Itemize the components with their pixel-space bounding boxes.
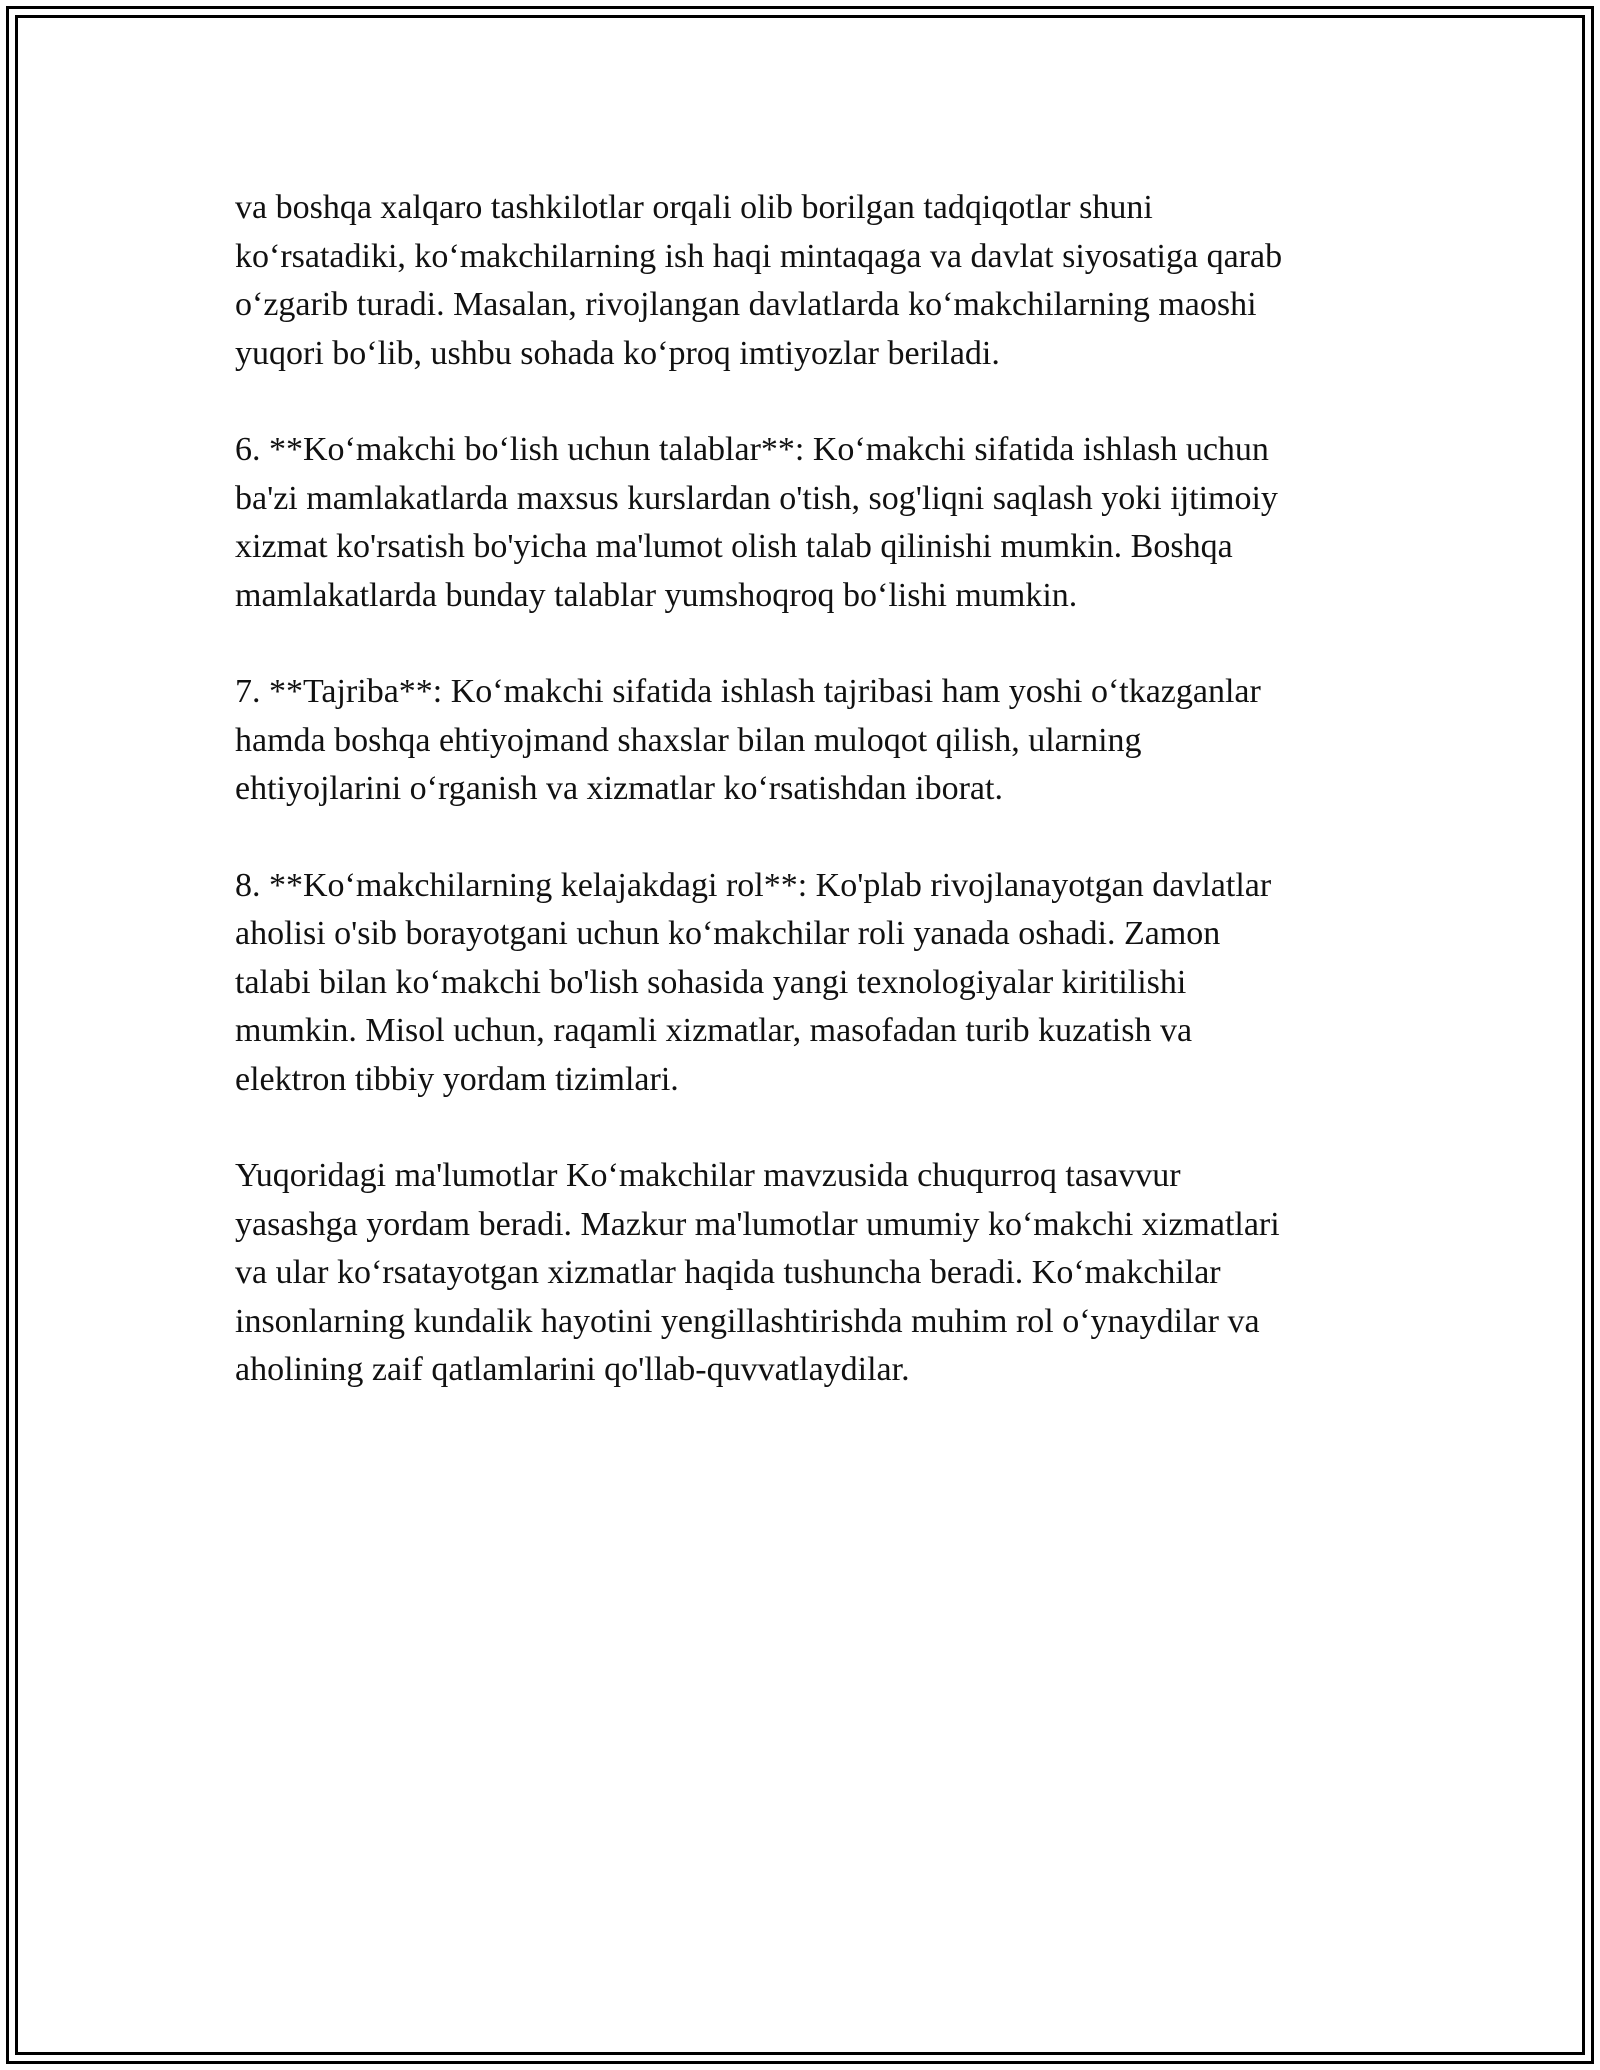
text-line: aholisi o'sib borayotgani uchun ko‘makchilar roli yanada oshadi. Zamon <box>235 915 1221 952</box>
text-line: Yuqoridagi ma'lumotlar Ko‘makchilar mavzusida chuqurroq tasavvur <box>235 1157 1181 1194</box>
text-line: talabi bilan ko‘makchi bo'lish sohasida yangi texnologiyalar kiritilishi <box>235 963 1187 1001</box>
text-line: 8. **Ko‘makchilarning kelajakdagi rol**: Ko'plab rivojlanayotgan davlatlar <box>235 866 1272 904</box>
text-line: va boshqa xalqaro tashkilotlar orqali olib borilgan tadqiqotlar shuni <box>235 189 1153 226</box>
text-line: yuqori bo‘lib, ushbu sohada ko‘proq imtiyozlar beriladi. <box>235 334 1000 372</box>
paragraph-4 <box>235 862 1385 1105</box>
text-line: o‘zgarib turadi. Masalan, rivojlangan davlatlarda ko‘makchilarning maoshi <box>235 286 1257 323</box>
text-line: insonlarning kundalik hayotini yengillashtirishda muhim rol o‘ynaydilar va <box>235 1302 1260 1340</box>
paragraph-3 <box>235 668 1385 814</box>
text-line: mamlakatlarda bunday talablar yumshoqroq bo‘lishi mumkin. <box>235 576 1078 614</box>
text-line: ehtiyojlarini o‘rganish va xizmatlar ko‘rsatishdan iborat. <box>235 770 1003 807</box>
text-line: ko‘rsatadiki, ko‘makchilarning ish haqi mintaqaga va davlat siyosatiga qarab <box>235 237 1283 275</box>
text-line: elektron tibbiy yordam tizimlari. <box>235 1060 679 1098</box>
paragraph-5 <box>235 1152 1385 1395</box>
paragraph-2 <box>235 426 1385 620</box>
text-line: yasashga yordam beradi. Mazkur ma'lumotlar umumiy ko‘makchi xizmatlari <box>235 1205 1280 1243</box>
text-line: hamda boshqa ehtiyojmand shaxslar bilan muloqot qilish, ularning <box>235 721 1142 759</box>
paragraph-1 <box>235 184 1385 378</box>
text-line: va ular ko‘rsatayotgan xizmatlar haqida tushuncha beradi. Ko‘makchilar <box>235 1254 1221 1291</box>
document-body <box>235 184 1385 1443</box>
text-line: ba'zi mamlakatlarda maxsus kurslardan o'tish, sog'liqni saqlash yoki ijtimoiy <box>235 479 1278 517</box>
text-line: 7. **Tajriba**: Ko‘makchi sifatida ishlash tajribasi ham yoshi o‘tkazganlar <box>235 673 1261 710</box>
text-line: mumkin. Misol uchun, raqamli xizmatlar, masofadan turib kuzatish va <box>235 1012 1193 1049</box>
text-line: 6. **Ko‘makchi bo‘lish uchun talablar**: Ko‘makchi sifatida ishlash uchun <box>235 431 1269 468</box>
text-line: aholining zaif qatlamlarini qo'llab-quvvatlaydilar. <box>235 1351 910 1388</box>
text-line: xizmat ko'rsatish bo'yicha ma'lumot olish talab qilinishi mumkin. Boshqa <box>235 528 1233 565</box>
